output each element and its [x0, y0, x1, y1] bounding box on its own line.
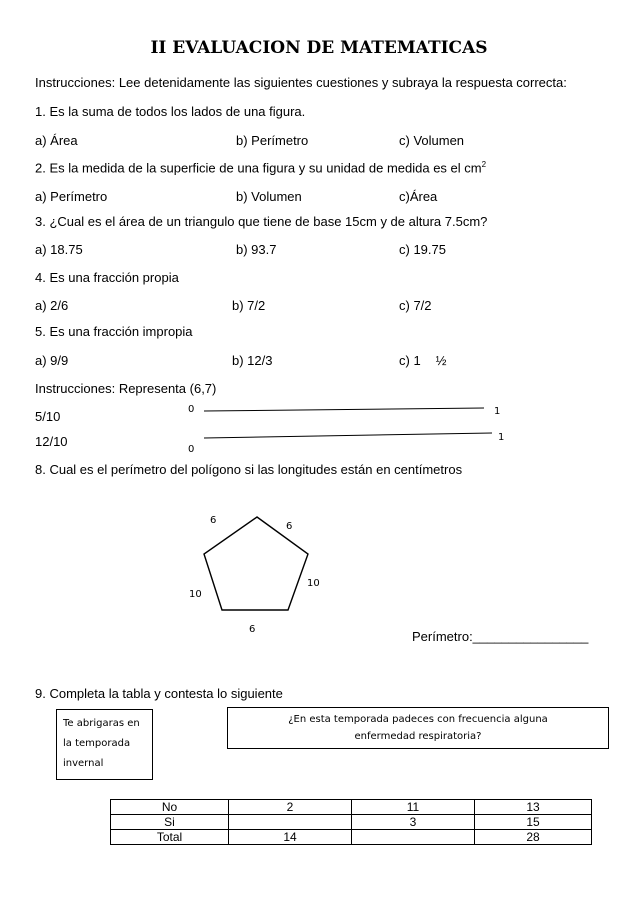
question-3: 3. ¿Cual es el área de un triangulo que tiene de base 15cm y de altura 7.5cm?: [35, 214, 488, 229]
question-5: 5. Es una fracción impropia: [35, 324, 193, 339]
q2-option-a[interactable]: a) Perímetro: [35, 189, 108, 204]
q5-option-b[interactable]: b) 12/3: [232, 353, 273, 368]
table-cell-empty[interactable]: [229, 815, 352, 830]
line2-zero: 0: [188, 444, 195, 455]
q4-option-b[interactable]: b) 7/2: [232, 298, 266, 313]
question-2-text: 2. Es la medida de la superficie de una figura y su unidad de medida es el cm: [35, 160, 482, 176]
q3-option-c[interactable]: c) 19.75: [399, 242, 446, 257]
perimeter-answer[interactable]: Perímetro:________________: [412, 629, 589, 644]
table-cell: Total: [111, 830, 229, 845]
line1-zero: 0: [188, 404, 195, 415]
table-cell-empty[interactable]: [352, 830, 475, 845]
q3-option-b[interactable]: b) 93.7: [236, 242, 277, 257]
table-cell: 15: [475, 815, 592, 830]
data-table: [110, 799, 592, 845]
pentagon: [204, 517, 308, 610]
question-4: 4. Es una fracción propia: [35, 270, 179, 285]
question-1: 1. Es la suma de todos los lados de una figura.: [35, 104, 306, 119]
side-label-left: 10: [189, 589, 202, 600]
table-cell: 14: [229, 830, 352, 845]
table-cell: No: [111, 800, 229, 815]
table-cell: 28: [475, 830, 592, 845]
table-cell: 11: [352, 800, 475, 815]
table-cell: 3: [352, 815, 475, 830]
superscript-2: 2: [481, 160, 487, 169]
question-8: 8. Cual es el perímetro del polígono si las longitudes están en centímetros: [35, 462, 463, 477]
side-label-right: 10: [307, 578, 320, 589]
table-row: [111, 830, 592, 845]
winter-line-1: Te abrigaras en: [63, 718, 140, 729]
table-cell: 13: [475, 800, 592, 815]
represent-instruction: Instrucciones: Representa (6,7): [35, 381, 217, 396]
side-label-top-left: 6: [210, 515, 217, 526]
q5-option-c-text: c) 1: [399, 353, 421, 368]
respiratory-question-box: ¿En esta temporada padeces con frecuencia alguna enfermedad respiratoria?: [227, 707, 609, 749]
side-label-top-right: 6: [286, 521, 293, 532]
q5-option-c-half: ½: [435, 353, 447, 368]
question-9: 9. Completa la tabla y contesta lo siguiente: [35, 686, 283, 701]
q2-option-b[interactable]: b) Volumen: [236, 189, 302, 204]
page-title: II EVALUACION DE MATEMATICAS: [150, 38, 488, 58]
q4-option-c[interactable]: c) 7/2: [399, 298, 432, 313]
q2-option-c[interactable]: c)Área: [399, 189, 438, 204]
instructions: Instrucciones: Lee detenidamente las siguientes cuestiones y subraya la respuesta correcta:: [35, 75, 567, 90]
table-cell: 2: [229, 800, 352, 815]
q1-option-a[interactable]: a) Área: [35, 133, 78, 148]
q3-option-a[interactable]: a) 18.75: [35, 242, 83, 257]
q4-option-a[interactable]: a) 2/6: [35, 298, 69, 313]
q5-option-a[interactable]: a) 9/9: [35, 353, 69, 368]
table-cell: Si: [111, 815, 229, 830]
q1-option-b[interactable]: b) Perímetro: [236, 133, 309, 148]
q1-option-c[interactable]: c) Volumen: [399, 133, 465, 148]
fraction-5-10: 5/10: [35, 409, 61, 424]
table-row: [111, 815, 592, 830]
winter-question-box: [56, 709, 153, 780]
winter-line-2: la temporada: [63, 738, 131, 749]
line2-one: 1: [498, 432, 505, 443]
side-label-bottom: 6: [249, 624, 256, 635]
table-row: [111, 800, 592, 815]
line1-one: 1: [494, 406, 501, 417]
fraction-12-10: 12/10: [35, 434, 68, 449]
winter-line-3: invernal: [63, 758, 104, 769]
